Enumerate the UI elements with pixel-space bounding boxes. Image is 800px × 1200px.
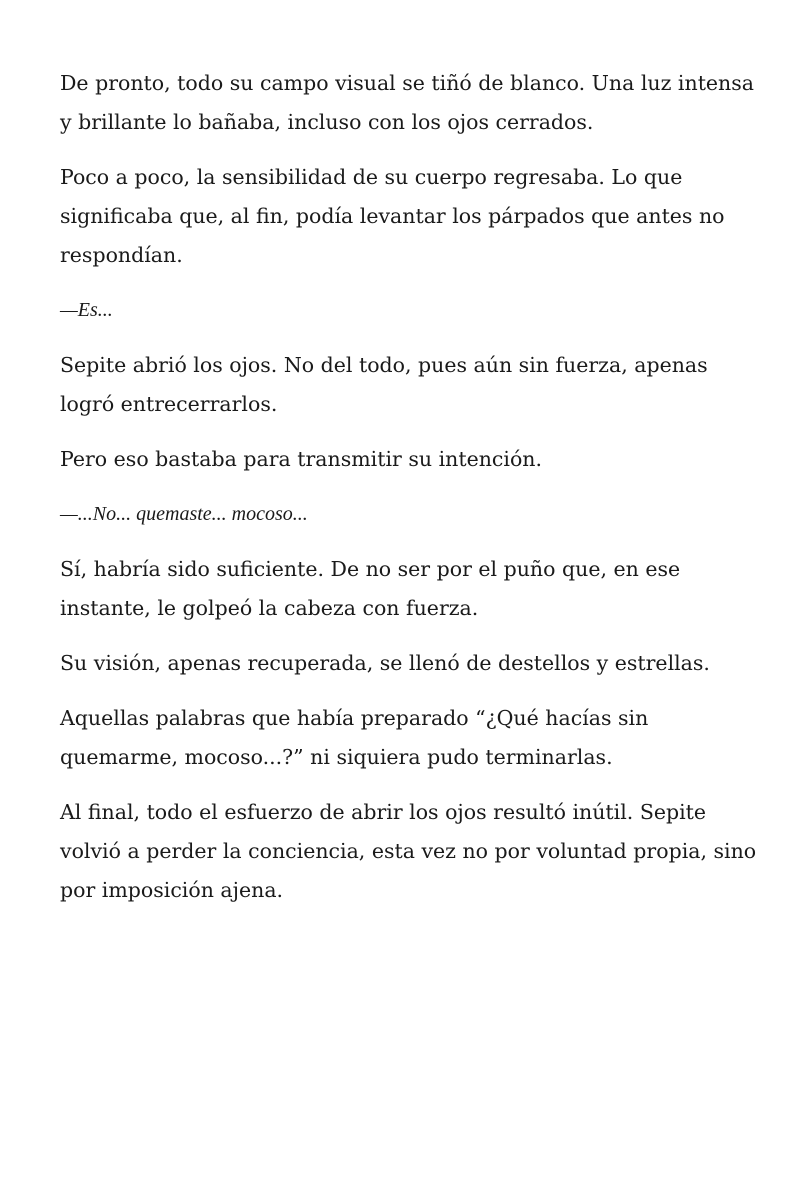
dialogue-line: —Es...: [60, 299, 113, 321]
paragraph: Su visión, apenas recuperada, se llenó de destellos y estrellas.: [60, 651, 710, 675]
paragraph: Sepite abrió los ojos. No del todo, pues aún sin fuerza, apenas logró entrecerrarlos.: [60, 353, 708, 416]
paragraph: Al final, todo el esfuerzo de abrir los ojos resultó inútil. Sepite volvió a perder la conciencia, esta vez no por voluntad propia, sino por imposición ajena.: [60, 800, 757, 902]
paragraph: De pronto, todo su campo visual se tiñó de blanco. Una luz intensa y brillante lo bañaba, incluso con los ojos cerrados.: [60, 71, 755, 134]
paragraph: Pero eso bastaba para transmitir su intención.: [60, 447, 543, 471]
paragraph: Aquellas palabras que había preparado “¿Qué hacías sin quemarme, mocoso...?” ni siquiera pudo terminarlas.: [60, 706, 649, 769]
paragraph: Sí, habría sido suficiente. De no ser por el puño que, en ese instante, le golpeó la cabeza con fuerza.: [60, 557, 681, 620]
dialogue-line: —...No... quemaste... mocoso...: [60, 503, 308, 525]
paragraph: Poco a poco, la sensibilidad de su cuerpo regresaba. Lo que significaba que, al fin, podía levantar los párpados que antes no respondían.: [60, 165, 725, 267]
page-body: [60, 64, 760, 926]
